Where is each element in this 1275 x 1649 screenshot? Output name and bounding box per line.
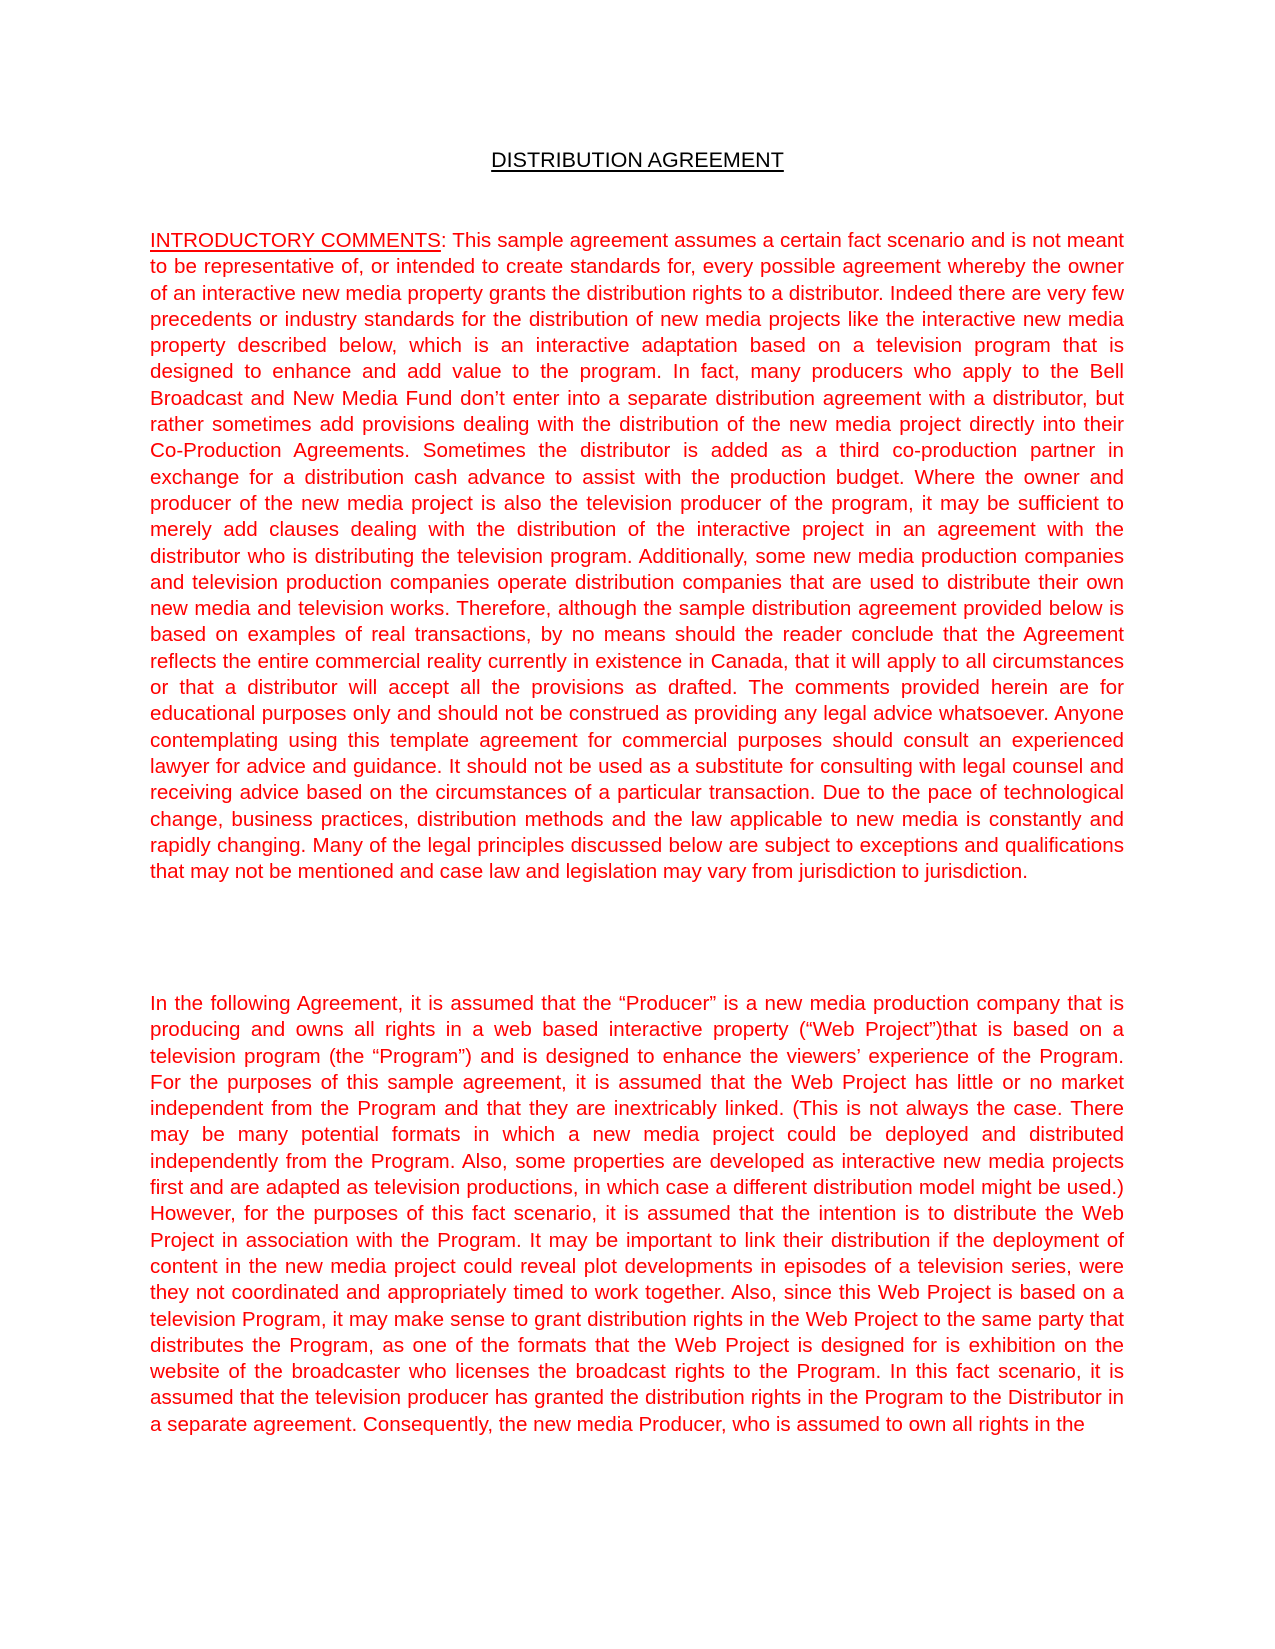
document-title [0, 147, 1275, 173]
document-title-text: DISTRIBUTION AGREEMENT [491, 148, 784, 172]
introductory-comments-paragraph [150, 228, 1124, 885]
introductory-comments-text: This sample agreement assumes a certain fact scenario and is not meant to be representative of, or intended to create standards for, every possible agreement whereby the owner of an interactive new media property grants the distribution rights to a distributor. Indeed there are very few precedents or industry standards for the distribution of new media projects like the interactive new media property described below, which is an interactive adaptation based on a television program that is designed to enhance and add value to the program. In fact, many producers who apply to the Bell Broadcast and New Media Fund don’t enter into a separate distribution agreement with a distributor, but rather sometimes add provisions dealing with the distribution of the new media project directly into their Co-Production Agreements. Sometimes the distributor is added as a third co-production partner in exchange for a distribution cash advance to assist with the production budget. Where the owner and producer of the new media project is also the television producer of the program, it may be sufficient to merely add clauses dealing with the distribution of the interactive project in an agreement with the distributor who is distributing the television program. Additionally, some new media production companies and television production companies operate distribution companies that are used to distribute their own new media and television works. Therefore, although the sample distribution agreement provided below is based on examples of real transactions, by no means should the reader conclude that the Agreement reflects the entire commercial reality currently in existence in Canada, that it will apply to all circumstances or that a distributor will accept all the provisions as drafted. The comments provided herein are for educational purposes only and should not be construed as providing any legal advice whatsoever. Anyone contemplating using this template agreement for commercial purposes should consult an experienced lawyer for advice and guidance. It should not be used as a substitute for consulting with legal counsel and receiving advice based on the circumstances of a particular transaction. Due to the pace of technological change, business practices, distribution methods and the law applicable to new media is constantly and rapidly changing. Many of the legal principles discussed below are subject to exceptions and qualifications that may not be mentioned and case law and legislation may vary from jurisdiction to jurisdiction. [150, 229, 1125, 884]
assumptions-paragraph: In the following Agreement, it is assumed that the “Producer” is a new media production company that is producing and owns all rights in a web based interactive property (“Web Project”)that is based on a television program (the “Program”) and is designed to enhance the viewers’ experience of the Program. For the purposes of this sample agreement, it is assumed that the Web Project has little or no market independent from the Program and that they are inextricably linked. (This is not always the case. There may be many potential formats in which a new media project could be deployed and distributed independently from the Program. Also, some properties are developed as interactive new media projects first and are adapted as television productions, in which case a different distribution model might be used.) However, for the purposes of this fact scenario, it is assumed that the intention is to distribute the Web Project in association with the Program. It may be important to link their distribution if the deployment of content in the new media project could reveal plot developments in episodes of a television series, were they not coordinated and appropriately timed to work together. Also, since this Web Project is based on a television Program, it may make sense to grant distribution rights in the Web Project to the same party that distributes the Program, as one of the formats that the Web Project is designed for is exhibition on the website of the broadcaster who licenses the broadcast rights to the Program. In this fact scenario, it is assumed that the television producer has granted the distribution rights in the Program to the Distributor in a separate agreement. Consequently, the new media Producer, who is assumed to own all rights in the [150, 992, 1124, 1436]
introductory-comments-separator: : [440, 229, 453, 252]
introductory-comments-label: INTRODUCTORY COMMENTS [150, 229, 441, 252]
